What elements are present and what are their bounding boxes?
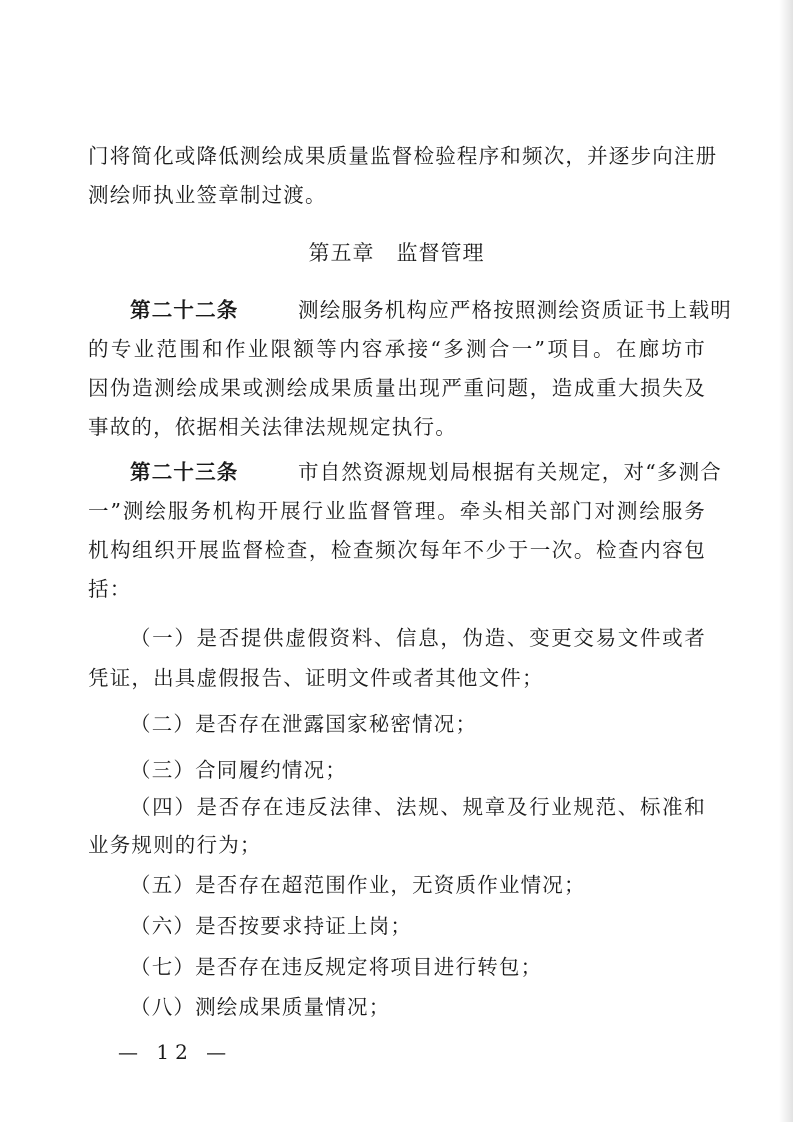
article-22-line-2: 的专业范围和作业限额等内容承接“多测合一”项目。在廊坊市 (88, 337, 706, 361)
item-4-line-1: （四）是否存在违反法律、法规、规章及行业规范、标准和 (130, 795, 706, 819)
article-22-line-4: 事故的，依据相关法律法规规定执行。 (88, 415, 457, 439)
article-23-line-1: 市自然资源规划局根据有关规定，对“多测合 (298, 460, 722, 484)
item-3: （三）合同履约情况； (130, 758, 347, 782)
article-22-label: 第二十二条 (130, 298, 239, 322)
item-5: （五）是否存在超范围作业，无资质作业情况； (130, 873, 586, 897)
article-23-line-4: 括： (88, 577, 132, 601)
chapter-title: 监督管理 (396, 241, 485, 265)
page-edge-shadow (779, 0, 793, 1122)
article-23-label: 第二十三条 (130, 460, 239, 484)
article-23-line-3: 机构组织开展监督检查，检查频次每年不少于一次。检查内容包 (88, 538, 706, 562)
article-22-first-line (130, 296, 732, 324)
article-22-line-1: 测绘服务机构应严格按照测绘资质证书上载明 (298, 298, 732, 322)
chapter-heading (0, 239, 793, 267)
intro-line-2: 测绘师执业签章制过渡。 (88, 183, 327, 207)
article-23-first-line (130, 458, 722, 486)
article-23-line-2: 一”测绘服务机构开展行业监督管理。牵头相关部门对测绘服务 (88, 499, 706, 523)
item-8: （八）测绘成果质量情况； (130, 995, 391, 1019)
intro-line-1: 门将简化或降低测绘成果质量监督检验程序和频次，并逐步向注册 (88, 144, 718, 168)
item-2: （二）是否存在泄露国家秘密情况； (130, 712, 478, 736)
item-1-line-2: 凭证，出具虚假报告、证明文件或者其他文件； (88, 666, 544, 690)
item-7: （七）是否存在违反规定将项目进行转包； (130, 955, 543, 979)
item-1-line-1: （一）是否提供虚假资料、信息，伪造、变更交易文件或者 (130, 626, 706, 650)
item-6: （六）是否按要求持证上岗； (130, 914, 413, 938)
article-22-line-3: 因伪造测绘成果或测绘成果质量出现严重问题，造成重大损失及 (88, 376, 706, 400)
page-number: — 12 — (118, 1040, 233, 1064)
chapter-number: 第五章 (308, 241, 375, 265)
item-4-line-2: 业务规则的行为； (88, 833, 262, 857)
